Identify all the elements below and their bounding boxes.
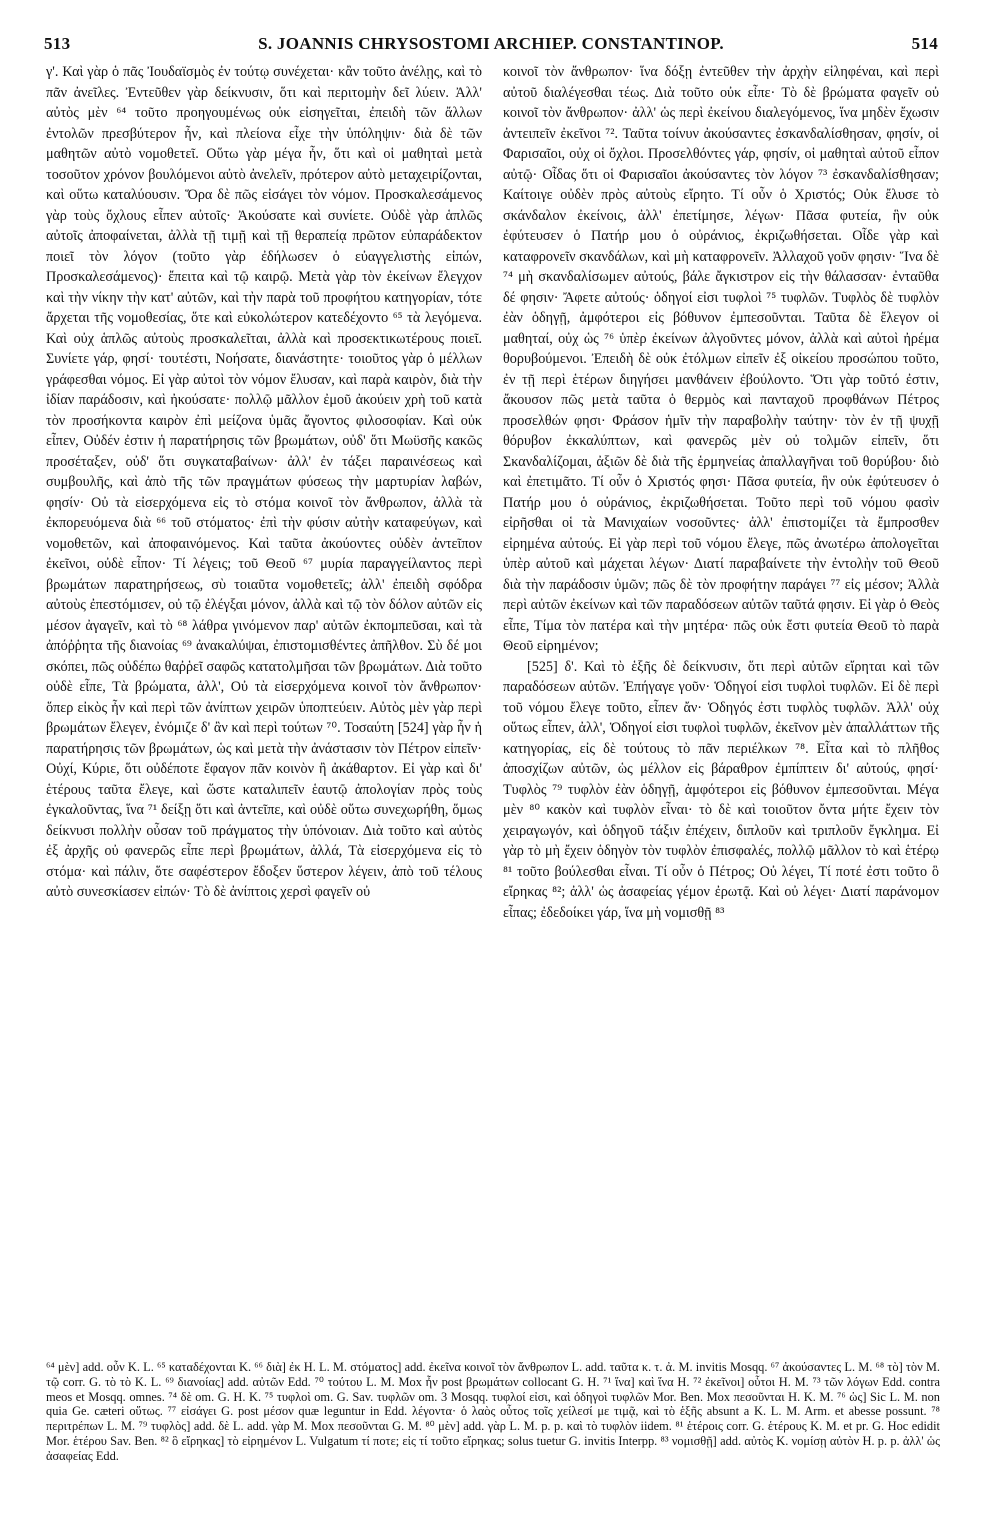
right-column-paragraph-1: κοινοῖ τὸν ἄνθρωπον· ἵνα δόξῃ ἐντεῦθεν τὴν ἀρχὴν εἰληφέναι, καὶ περὶ αὐτοῦ διαλέγεσθαι τέως. Διὰ τοῦτο οὐκ εἶπε· Τὸ δὲ βρώματα φαγεῖν οὐ κοινοῖ τὸν ἄνθρωπον· ἀλλ' ὡς περὶ ἐκείνου διαλεγόμενος, ἵνα μηδὲν ἔχωσιν ἀντειπεῖν ἐκεῖνοι ⁷². Ταῦτα τοίνυν ἀκούσαντες ἐσκανδαλίσθησαν, φησίν, οἱ Φαρισαῖοι, οὐχ οἱ ὄχλοι. Προσελθόντες γάρ, φησίν, οἱ μαθηταὶ αὐτοῦ εἶπον αὐτῷ· Οἶδας ὅτι οἱ Φαρισαῖοι ἀκούσαντες τὸν λόγον ⁷³ ἐσκανδαλίσθησαν; Καίτοιγε οὐδὲν πρὸς αὐτοὺς εἴρητο. Τί οὖν ὁ Χριστός; Οὐκ ἔλυσε τὸ σκάνδαλον ἐκείνοις, ἀλλ' ἐπετίμησε, λέγων· Πᾶσα φυτεία, ἣν οὐκ ἐφύτευσεν ὁ Πατήρ μου ὁ οὐράνιος, ἐκριζωθήσεται. Οἶδε γὰρ καὶ καταφρονεῖν σκανδάλων, καὶ μὴ καταφρονεῖν. Ἀλλαχοῦ γοῦν φησιν· Ἵνα δὲ ⁷⁴ μὴ σκανδαλίσωμεν αὐτούς, βάλε ἄγκιστρον εἰς τὴν θάλασσαν· ἐνταῦθα δέ φησιν· Ἄφετε αὐτούς· ὁδηγοί εἰσι τυφλοὶ ⁷⁵ τυφλῶν. Τυφλὸς δὲ τυφλὸν ἐὰν ὁδηγῇ, ἀμφότεροι εἰς βόθυνον ἐμπεσοῦνται. Ταῦτα δὲ ἔλεγον οἱ μαθηταί, οὐχ ὡς ⁷⁶ ὑπὲρ ἐκείνων ἀλγοῦντες μόνον, ἀλλὰ καὶ αὐτοὶ ἠρέμα θορυβούμενοι. Ἐπειδὴ δὲ οὐκ ἐτόλμων εἰπεῖν ἐξ οἰκείου προσώπου τοῦτο, ἐν τῇ περὶ ἑτέρων διηγήσει μανθάνειν ἐβούλοντο. Ὅτι γὰρ τοῦτό ἐστιν, ἄκουσον πῶς μετὰ ταῦτα ὁ θερμὸς καὶ πανταχοῦ προφθάνων Πέτρος προσελθών φησι· Φράσον ἡμῖν τὴν παραβολὴν ταύτην· τὸν ἐν τῇ ψυχῇ θόρυβον ἐκκαλύπτων, καὶ φανερῶς μὲν οὐ τολμῶν εἰπεῖν, ὅτι Σκανδαλίζομαι, ἀξιῶν δὲ διὰ τῆς ἑρμηνείας ἀπαλλαγῆναι τοῦ θορύβου· διὸ καὶ ἐπετιμᾶτο. Τί οὖν ὁ Χριστός φησι· Πᾶσα φυτεία, ἣν οὐκ ἐφύτευσεν ὁ Πατήρ μου ὁ οὐράνιος, ἐκριζωθήσεται. Τοῦτο περὶ τοῦ νόμου φασὶν εἰρῆσθαι οἱ τὰ Μανιχαίων νοσοῦντες· ἀλλ' ἐπιστομίζει τὰ ἔμπροσθεν εἰρημένα αὐτούς. Εἰ γὰρ περὶ τοῦ νόμου ἔλεγε, πῶς ἀνωτέρω ἀπολογεῖται ὑπὲρ αὐτοῦ καὶ μάχεται λέγων· Διατί παραβαίνετε τὴν ἐντολὴν τοῦ Θεοῦ διὰ τὴν παράδοσιν ὑμῶν; πῶς δὲ τὸν προφήτην παράγει ⁷⁷ εἰς μέσον; Ἀλλὰ περὶ αὐτῶν ἐκείνων καὶ τῶν παραδόσεων αὐτῶν ταῦτά φησιν. Εἰ γὰρ ὁ Θεὸς εἶπε, Τίμα τὸν πατέρα καὶ τὴν μητέρα· πῶς οὐκ ἔστι φυτεία Θεοῦ τὸ παρὰ Θεοῦ εἰρημένον; [503, 64, 939, 654]
footnotes: ⁶⁴ μὲν] add. οὖν K. L. ⁶⁵ καταδέχονται K. ⁶⁶ διὰ] ἐκ H. L. M. στόματος] add. ἐκεῖνα κοινοῖ τὸν ἄνθρωπον L. add. ταῦτα κ. τ. ἀ. M. invitis Mosqq. ⁶⁷ ἀκούσαντες L. M. ⁶⁸ τὸ] τὸν M. τῷ corr. G. τὸ τὸ K. L. ⁶⁹ διανοίας] add. αὐτῶν Edd. ⁷⁰ τούτου L. M. Mox ἦν post βρωμάτων collocant G. H. ⁷¹ ἵνα] καὶ ἵνα H. ⁷² ἐκεῖνοι] οὗτοι H. M. ⁷³ τῶν λόγων Edd. contra meos et Mosqq. omnes. ⁷⁴ δὲ om. G. H. K. ⁷⁵ τυφλοὶ om. G. Sav. τυφλῶν om. 3 Mosqq. τυφλοί εἰσι, καὶ ὁδηγοὶ τυφλῶν Mor. Ben. Mox πεσοῦνται H. K. M. ⁷⁶ ὡς] Sic L. M. non quia Ge. cæteri οὕτως. ⁷⁷ εἰσάγει G. post μέσον quæ leguntur in Edd. λέγοντα· ὁ λαὸς οὗτος τοῖς χείλεσί με τιμᾷ, καὶ τὸ ἑξῆς absunt a K. L. M. Arm. et abesse possunt. ⁷⁸ περιτρέπων L. M. ⁷⁹ τυφλὸς] add. δὲ L. add. γὰρ M. Mox πεσοῦνται G. M. ⁸⁰ μὲν] add. γὰρ L. M. p. p. καὶ τὸ τυφλὸν iidem. ⁸¹ ἑτέροις corr. G. ἑτέρους K. M. et pr. G. Hoc edidit Mor. ἑτέρου Sav. Ben. ⁸² ὃ εἴρηκας] τὸ εἰρημένον L. Vulgatum τί ποτε; εἰς τί τοῦτο εἴρηκας; solus tuetur G. invitis Interpp. ⁸³ νομισθῇ] add. αὐτὸς K. νομίσῃ αὐτὸν H. p. p. ἀλλ' ὡς ἀσαφείας Edd. [46, 1360, 940, 1463]
running-header [44, 34, 938, 58]
left-page-number: 513 [44, 34, 71, 53]
running-title: S. JOANNIS CHRYSOSTOMI ARCHIEP. CONSTANTINOP. [258, 34, 724, 53]
right-column-paragraph-2: [525] δ'. Καὶ τὸ ἑξῆς δὲ δείκνυσιν, ὅτι περὶ αὐτῶν εἴρηται καὶ τῶν παραδόσεων αὐτῶν. Ἐπήγαγε γοῦν· Ὁδηγοί εἰσι τυφλοὶ τυφλῶν. Εἰ δὲ περὶ τοῦ νόμου ἔλεγε τοῦτο, εἶπεν ἄν· Ὁδηγός ἐστι τυφλὸς τυφλῶν. Ἀλλ' οὐχ οὕτως εἶπεν, ἀλλ', Ὁδηγοί εἰσι τυφλοὶ τυφλῶν, ἐκεῖνον μὲν ἀπαλλάττων τῆς κατηγορίας, εἰς δὲ τούτους τὸ πᾶν περιέλκων ⁷⁸. Εἶτα καὶ τὸ πλῆθος ἀποσχίζων αὐτῶν, ὡς μέλλον εἰς βάραθρον ἐμπίπτειν δι' αὐτούς, φησί· Τυφλὸς ⁷⁹ τυφλὸν ἐὰν ὁδηγῇ, ἀμφότεροι εἰς βόθυνον ἐμπεσοῦνται. Μέγα μὲν ⁸⁰ κακὸν καὶ τυφλὸν εἶναι· τὸ δὲ καὶ τοιοῦτον ὄντα μήτε ἔχειν τὸν χειραγωγόν, καὶ ὁδηγοῦ τάξιν ἐπέχειν, διπλοῦν καὶ τριπλοῦν ἔγκλημα. Εἰ γὰρ τὸ μὴ ἔχειν ὁδηγὸν τὸν τυφλὸν ἐπισφαλές, πολλῷ μᾶλλον τὸ καὶ ἑτέρῳ ⁸¹ τοῦτο βούλεσθαι εἶναι. Τί οὖν ὁ Πέτρος; Οὐ λέγει, Τί ποτέ ἐστι τοῦτο ὃ εἴρηκας ⁸²; ἀλλ' ὡς ἀσαφείας γέμον ἐρωτᾷ. Καὶ οὐ λέγει· Διατί παράνομον εἶπας; ἐδεδοίκει γάρ, ἵνα μὴ νομισθῇ ⁸³ [503, 658, 939, 921]
left-text-column [46, 62, 482, 903]
left-column-paragraph: γ'. Καὶ γὰρ ὁ πᾶς Ἰουδαϊσμὸς ἐν τούτῳ συνέχεται· κἂν τοῦτο ἀνέλῃς, καὶ τὸ πᾶν ἀνεῖλες. Ἐντεῦθεν γὰρ δείκνυσιν, ὅτι καὶ περιτομὴν δεῖ λύειν. Ἀλλ' αὐτὸς μὲν ⁶⁴ τοῦτο προηγουμένως οὐκ εἰσηγεῖται, ἐπειδὴ τῶν ἄλλων ἐντολῶν πρεσβύτερον ἦν, καὶ πλείονα εἶχε τὴν ὑπόληψιν· διὰ δὲ τῶν μαθητῶν αὐτὸ νομοθετεῖ. Οὕτω γὰρ μέγα ἦν, ὅτι καὶ οἱ μαθηταὶ μετὰ τοσοῦτον χρόνον βουλόμενοι αὐτὸ ἀνελεῖν, πρότερον αὐτὸ μεταχειρίζονται, καὶ οὕτω καταλύουσιν. Ὅρα δὲ πῶς εἰσάγει τὸν νόμον. Προσκαλεσάμενος γὰρ τοὺς ὄχλους εἶπεν αὐτοῖς· Ἀκούσατε καὶ συνίετε. Οὐδὲ γὰρ ἁπλῶς αὐτοῖς ἀποφαίνεται, ἀλλὰ τῇ τιμῇ καὶ τῇ θεραπείᾳ πρῶτον εὐπαράδεκτον ποιεῖ τὸν λόγον (τοῦτο γὰρ ἐδήλωσεν ὁ εὐαγγελιστὴς εἰπών, Προσκαλεσάμενος)· ἔπειτα καὶ τῷ καιρῷ. Μετὰ γὰρ τὸν ἐκείνων ἔλεγχον καὶ τὴν νίκην τὴν κατ' αὐτῶν, καὶ τὴν παρὰ τοῦ προφήτου κατηγορίαν, τότε ἄρχεται τῆς νομοθεσίας, ὅτε καὶ εὐκολώτερον κατεδέχοντο ⁶⁵ τὰ λεγόμενα. Καὶ οὐχ ἁπλῶς αὐτοὺς προσκαλεῖται, ἀλλὰ καὶ προσεκτικωτέρους ποιεῖ. Συνίετε γάρ, φησί· τουτέστι, Νοήσατε, διανάστητε· τοιοῦτος γὰρ ὁ μέλλων γράφεσθαι νόμος. Εἰ γὰρ αὐτοὶ τὸν νόμον ἔλυσαν, καὶ παρὰ καιρὸν, διὰ τὴν ἰδίαν παράδοσιν, καὶ ἠκούσατε· πολλῷ μᾶλλον ἐμοῦ ἀκούειν χρὴ τοῦ κατὰ τὸν προσήκοντα καιρὸν ἐπὶ μείζονα ὑμᾶς ἄγοντος φιλοσοφίαν. Καὶ οὐκ εἶπεν, Οὐδέν ἐστιν ἡ παρατήρησις τῶν βρωμάτων, οὐδ' ὅτι Μωϋσῆς κακῶς προσέταξεν, οὐδ' ὅτι συγκαταβαίνων· ἀλλ' ἐν τάξει παραινέσεως καὶ συμβουλῆς, καὶ ἀπὸ τῆς τῶν πραγμάτων φύσεως τὴν μαρτυρίαν λαβών, φησίν· Οὐ τὰ εἰσερχόμενα εἰς τὸ στόμα κοινοῖ τὸν ἄνθρωπον, ἀλλὰ τὰ ἐκπορευόμενα διὰ ⁶⁶ τοῦ στόματος· ἐπὶ τὴν φύσιν αὐτὴν καταφεύγων, καὶ νομοθετῶν, καὶ ἀποφαινόμενος. Καὶ ταῦτα ἀκούοντες οὐδὲν ἀντεῖπον ἐκεῖνοι, οὐδὲ εἶπον· Τί λέγεις; τοῦ Θεοῦ ⁶⁷ μυρία παραγγείλαντος περὶ βρωμάτων παρατηρήσεως, σὺ τοιαῦτα νομοθετεῖς; ἀλλ' ἐπειδὴ σφόδρα αὐτοὺς ἐπεστόμισεν, οὐ τῷ ἐλέγξαι μόνον, ἀλλὰ καὶ τῷ τὸν δόλον αὐτῶν εἰς μέσον ἀγαγεῖν, καὶ τὸ ⁶⁸ λάθρα γινόμενον παρ' αὐτῶν ἐκπομπεῦσαι, καὶ τὰ ἀπόῤῥητα τῆς διανοίας ⁶⁹ ἀνακαλύψαι, ἐπιστομισθέντες ἀπῆλθον. Σὺ δέ μοι σκόπει, πῶς οὐδέπω θαῤῥεῖ σαφῶς κατατολμῆσαι τῶν βρωμάτων. Διὰ τοῦτο οὐδὲ εἶπε, Τὰ βρώματα, ἀλλ', Οὐ τὰ εἰσερχόμενα κοινοῖ τὸν ἄνθρωπον· ὅπερ εἰκὸς ἦν καὶ περὶ τῶν ἀνίπτων χειρῶν ὑποπτεύειν. Αὐτὸς μὲν γὰρ περὶ βρωμάτων ἔλεγεν, ἐνόμιζε δ' ἂν καὶ περὶ τούτων ⁷⁰. Τοσαύτη [524] γὰρ ἦν ἡ παρατήρησις τῶν βρωμάτων, ὡς καὶ μετὰ τὴν ἀνάστασιν τὸν Πέτρον εἰπεῖν· Οὐχί, Κύριε, ὅτι οὐδέποτε ἔφαγον πᾶν κοινὸν ἢ ἀκάθαρτον. Εἰ γὰρ καὶ δι' ἑτέρους ταῦτα ἔλεγε, καὶ ὥστε καταλιπεῖν ἑαυτῷ ἀπολογίαν πρὸς τοὺς ἐγκαλοῦντας, ἵνα ⁷¹ δείξῃ ὅτι καὶ ἀντεῖπε, καὶ οὐδὲ οὕτω συνεχωρήθη, ὅμως δείκνυσι πολλὴν οὖσαν τοῦ πράγματος τὴν ὑπόνοιαν. Διὰ τοῦτο καὶ αὐτὸς ἐξ ἀρχῆς οὐ φανερῶς εἶπε περὶ βρωμάτων, ἀλλά, Τὰ εἰσερχόμενα εἰς τὸ στόμα· καὶ πάλιν, ὅτε σαφέστερον ἔδοξεν ὕστερον λέγειν, ἀπὸ τοῦ τέλους αὐτὸ συνεσκίασεν εἰπών· Τὸ δὲ ἀνίπτοις χερσὶ φαγεῖν οὐ [46, 64, 482, 900]
right-text-column [503, 62, 939, 923]
right-page-number: 514 [911, 34, 938, 53]
